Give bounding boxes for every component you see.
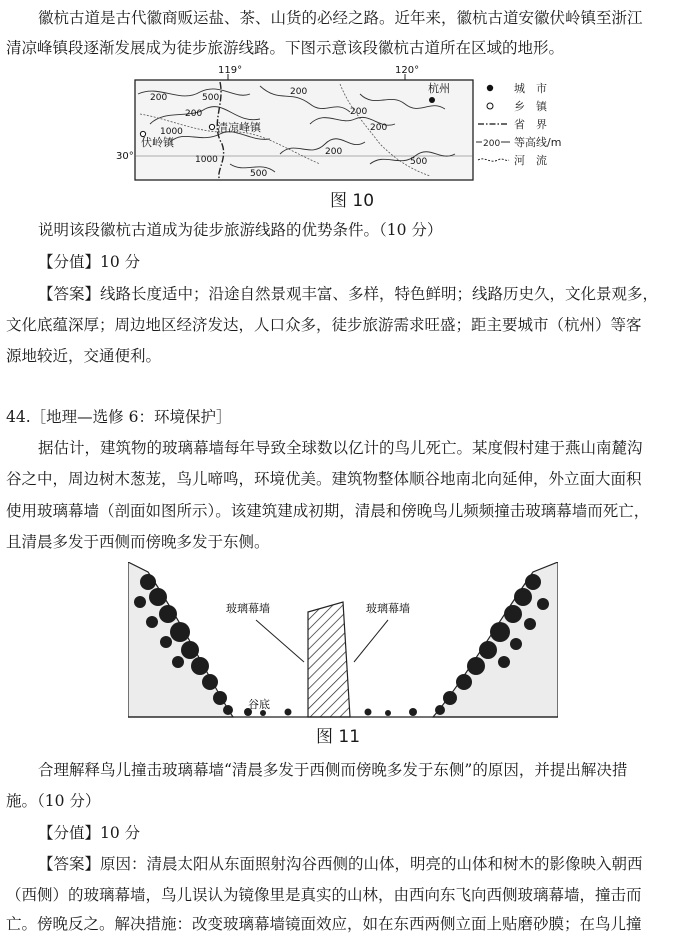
lon-120-label: 120°	[395, 65, 420, 76]
q44-answer-line-2: （西侧）的玻璃幕墙，鸟儿误认为镜像里是真实的山林，由西向东飞向西侧玻璃幕墙，撞击而	[6, 886, 642, 904]
q44-body-line-4: 且清晨多发于西侧而傍晚多发于东侧。	[6, 533, 270, 551]
legend-contour: 等高线/m	[514, 136, 562, 149]
glass-building	[308, 602, 350, 717]
contour-label: 200	[350, 107, 368, 117]
q43-score: 【分值】10 分	[38, 253, 141, 271]
legend-border: 省 界	[514, 118, 547, 131]
contour-label: 200	[185, 109, 203, 119]
legend-town-symbol	[487, 103, 493, 109]
q44-answer-line-3: 亡。傍晚反之。解决措施：改变玻璃幕墙镜面效应，如在东西两侧立面上贴磨砂膜；在鸟儿撞	[6, 915, 642, 933]
contour-label: 200	[290, 87, 308, 97]
east-label-leader	[354, 620, 388, 662]
q44-heading: 44.［地理—选修 6：环境保护］	[6, 408, 232, 426]
contour-label: 500	[410, 157, 428, 167]
legend-contour-sample: 200	[483, 139, 501, 149]
q43-question: 说明该段徽杭古道成为徒步旅游线路的优势条件。（10 分）	[38, 221, 443, 239]
contour-label: 200	[150, 93, 168, 103]
q43-intro-line-1: 徽杭古道是古代徽商贩运盐、茶、山货的必经之路。近年来，徽杭古道安徽伏岭镇至浙江	[38, 9, 643, 27]
qingliangfeng-town-marker	[209, 124, 214, 129]
q44-answer-line-1: 【答案】原因：清晨太阳从东面照射沟谷西侧的山体，明亮的山体和树木的影像映入朝西	[38, 855, 643, 873]
east-glass-curtain-label: 玻璃幕墙	[366, 602, 410, 615]
figure-11-cross-section	[128, 562, 558, 722]
figure-10-caption: 图 10	[330, 191, 375, 211]
lat-30-label: 30°	[116, 151, 134, 162]
legend-city: 城 市	[514, 82, 547, 95]
contour-label: 200	[370, 123, 388, 133]
town-fuling-label: 伏岭镇	[141, 136, 174, 149]
figure-10-map	[110, 64, 570, 188]
legend-river-symbol	[478, 159, 509, 161]
q44-body-line-1: 据估计，建筑物的玻璃幕墙每年导致全球数以亿计的鸟儿死亡。某度假村建于燕山南麓沟	[38, 439, 643, 457]
contour-label: 1000	[195, 155, 218, 165]
valley-floor-label: 谷底	[248, 698, 270, 711]
west-glass-curtain-label: 玻璃幕墙	[226, 602, 270, 615]
q44-body-line-3: 使用玻璃幕墙（剖面如图所示）。该建筑建成初期，清晨和傍晚鸟儿频频撞击玻璃幕墙而死亡，	[6, 502, 650, 520]
contour-label: 500	[250, 169, 268, 179]
town-qingliangfeng-label: 清凉峰镇	[217, 121, 261, 134]
contour-label: 200	[325, 147, 343, 157]
figure-11-caption: 图 11	[316, 727, 361, 747]
legend-city-symbol	[487, 85, 493, 91]
q44-question-line-1: 合理解释鸟儿撞击玻璃幕墙“清晨多发于西侧而傍晚多发于东侧”的原因，并提出解决措	[38, 761, 628, 779]
q43-answer-line-3: 源地较近，交通便利。	[6, 347, 162, 365]
q43-intro-line-2: 清凉峰镇段逐渐发展成为徒步旅游线路。下图示意该段徽杭古道所在区域的地形。	[6, 39, 565, 57]
west-label-leader	[256, 620, 304, 662]
contour-label: 500	[202, 93, 220, 103]
q43-answer-line-2: 文化底蕴深厚；周边地区经济发达，人口众多，徒步旅游需求旺盛；距主要城市（杭州）等客	[6, 316, 642, 334]
q44-body-line-2: 谷之中，周边树木葱茏，鸟儿啼鸣，环境优美。建筑物整体顺谷地南北向延伸，外立面大面积	[6, 470, 642, 488]
hangzhou-city-marker	[429, 97, 435, 103]
legend-town: 乡 镇	[514, 100, 547, 113]
contour-label: 1000	[160, 127, 183, 137]
q44-question-line-2: 施。（10 分）	[6, 792, 101, 810]
q43-answer-line-1: 【答案】线路长度适中；沿途自然景观丰富、多样，特色鲜明；线路历史久，文化景观多，	[38, 285, 659, 303]
legend-river: 河 流	[514, 154, 547, 167]
city-hangzhou-label: 杭州	[428, 82, 450, 95]
q44-score: 【分值】10 分	[38, 824, 141, 842]
lon-119-label: 119°	[218, 65, 243, 76]
map-legend	[476, 82, 561, 167]
